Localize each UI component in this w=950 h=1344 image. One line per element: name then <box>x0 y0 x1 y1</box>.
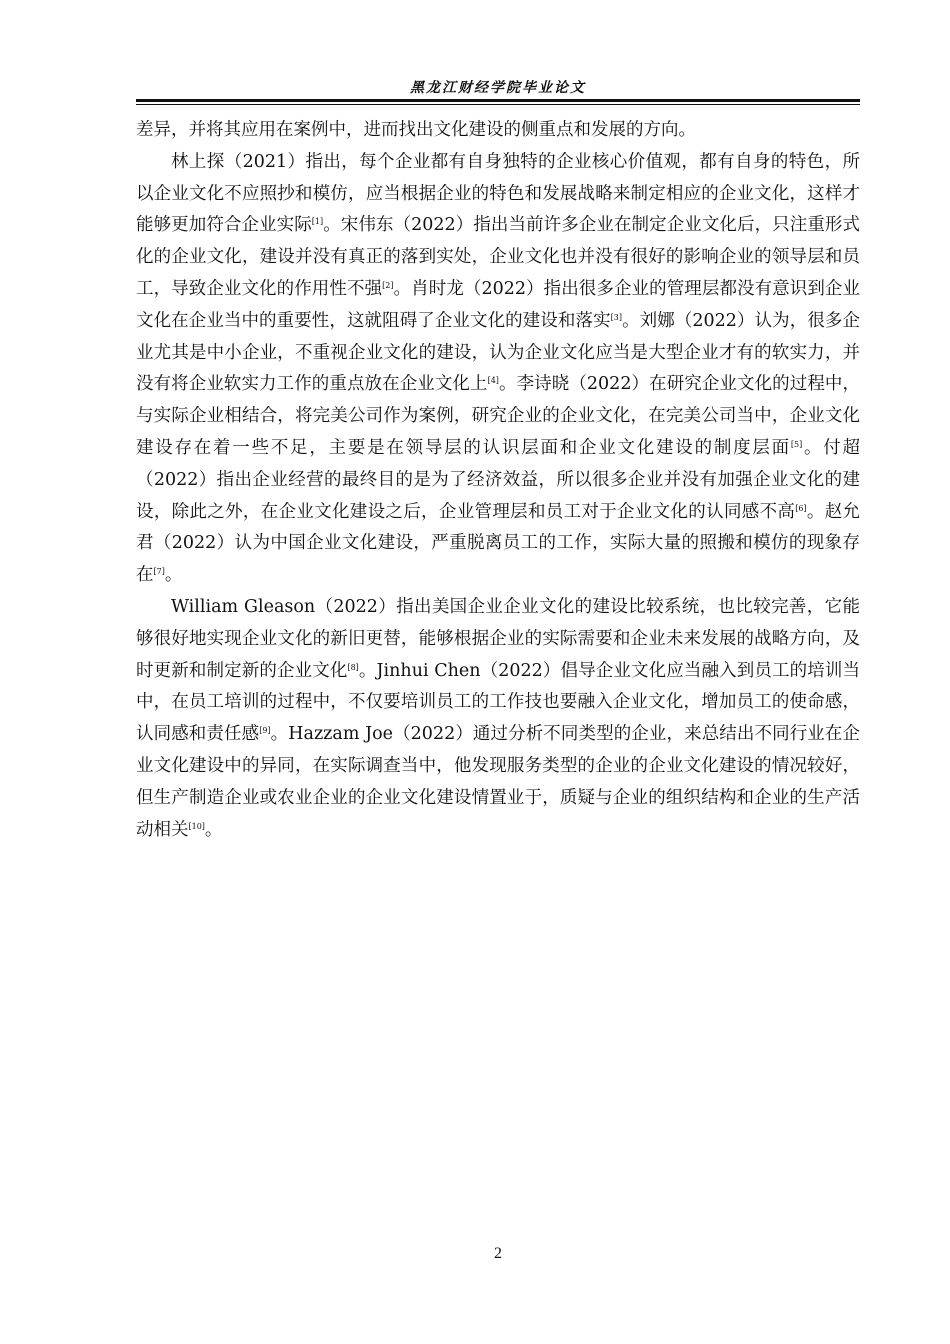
citation-marker: [8] <box>347 662 359 672</box>
citation-marker: [7] <box>153 567 165 577</box>
text-run: 。刘娜（2022）认为，很多企业尤其是中小企业，不重视企业文化的建设，认为企业文化应当是大型企业才有的软实力，并没有将企业软实力工作的重点放在企业文化上 <box>136 310 860 395</box>
text-run: 。Jinhui Chen（2022）倡导企业文化应当融入到员工的培训当中，在员工培训的过程中，不仅要培训员工的工作技也要融入企业文化，增加员工的使命感，认同感和责任感 <box>136 660 860 745</box>
text-run: 。肖时龙（2022）指出很多企业的管理层都没有意识到企业文化在企业当中的重要性，这就阻碍了企业文化的建设和落实 <box>136 278 860 331</box>
citation-marker: [6] <box>795 503 807 513</box>
text-run: 林上探（2021）指出，每个企业都有自身独特的企业核心价值观，都有自身的特色，所以企业文化不应照抄和模仿，应当根据企业的特色和发展战略来制定相应的企业文化，这样才能够更加符合企业实际 <box>136 151 860 236</box>
text-run: 。宋伟东（2022）指出当前许多企业在制定企业文化后，只注重形式化的企业文化，建设并没有真正的落到实处，企业文化也并没有很好的影响企业的领导层和员工，导致企业文化的作用性不强 <box>136 215 860 299</box>
paragraph-1 <box>136 115 860 147</box>
header-rule-thin <box>136 104 860 105</box>
citation-marker: [10] <box>188 821 205 831</box>
text-run: 。 <box>164 565 183 586</box>
header-rule-thick <box>136 99 860 102</box>
text-run: 。 <box>204 819 223 840</box>
body-text <box>136 115 860 846</box>
citation-marker: [2] <box>382 280 394 290</box>
text-run: William Gleason（2022）指出美国企业企业文化的建设比较系统，也比较完善，它能够很好地实现企业文化的新旧更替，能够根据企业的实际需要和企业未来发展的战略方向，及时更新和制定新的企业文化 <box>136 596 860 681</box>
text-run: 。李诗晓（2022）在研究企业文化的过程中，与实际企业相结合，将完美公司作为案例，研究企业的企业文化，在完美公司当中，企业文化建设存在着一些不足，主要是在领导层的认识层面和企业文化建设的制度层面 <box>136 374 860 458</box>
text-run: 。赵允君（2022）认为中国企业文化建设，严重脱离员工的工作，实际大量的照搬和模仿的现象存在 <box>136 501 861 586</box>
page-number: 2 <box>494 1245 502 1262</box>
citation-marker: [1] <box>311 217 324 227</box>
paragraph-2 <box>136 147 860 592</box>
citation-marker: [3] <box>610 312 622 322</box>
running-header: 黑龙江财经学院毕业论文 <box>410 80 586 96</box>
citation-marker: [5] <box>790 439 803 449</box>
citation-marker: [4] <box>487 376 499 386</box>
text-run: 。Hazzam Joe（2022）通过分析不同类型的企业，来总结出不同行业在企业文化建设中的异同，在实际调查当中，他发现服务类型的企业的企业文化建设的情况较好，但生产制造企业或农业企业的企业文化建设情置业于，质疑与企业的组织结构和企业的生产活动相关 <box>136 724 861 840</box>
text-run: 。付超（2022）指出企业经营的最终目的是为了经济效益，所以很多企业并没有加强企业文化的建设，除此之外，在企业文化建设之后，企业管理层和员工对于企业文化的认同感不高 <box>136 437 861 522</box>
citation-marker: [9] <box>259 726 271 736</box>
paragraph-3 <box>136 592 860 846</box>
text-run: 差异，并将其应用在案例中，进而找出文化建设的侧重点和发展的方向。 <box>136 120 696 140</box>
